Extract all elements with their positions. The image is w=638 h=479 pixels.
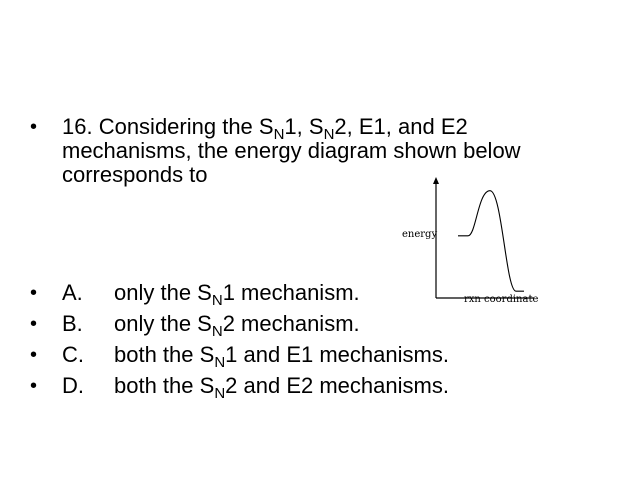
bullet-icon: •: [30, 344, 38, 366]
answer-text: only the $S_N2$ mechanism.: [114, 311, 360, 340]
bullet-icon: •: [30, 313, 38, 335]
x-axis-label: rxn coordinate: [464, 294, 538, 305]
question-line-1: 16. Considering the $S_N1$, $S_N2$, E1, and E2: [62, 114, 468, 143]
bullet-icon: •: [30, 282, 38, 304]
answer-option-d: [30, 374, 590, 405]
answer-list: [30, 281, 590, 405]
question-line-3: corresponds to: [62, 162, 208, 187]
answer-letter: C.: [62, 342, 84, 367]
y-axis-arrow-icon: [433, 177, 439, 184]
answer-letter: B.: [62, 311, 83, 336]
bullet-icon: •: [30, 375, 38, 397]
answer-option-a: [30, 281, 590, 312]
bullet-icon: •: [30, 116, 38, 138]
answer-option-c: [30, 343, 590, 374]
y-axis-label: energy: [402, 229, 438, 240]
answer-text: both the $S_N1$ and E1 mechanisms.: [114, 342, 449, 371]
answer-text: only the $S_N1$ mechanism.: [114, 280, 360, 309]
question-line-2: mechanisms, the energy diagram shown below: [62, 138, 521, 163]
answer-text: both the $S_N2$ and E2 mechanisms.: [114, 373, 449, 402]
answer-letter: A.: [62, 280, 83, 305]
answer-letter: D.: [62, 373, 84, 398]
answer-option-b: [30, 312, 590, 343]
energy-curve: [458, 191, 524, 292]
